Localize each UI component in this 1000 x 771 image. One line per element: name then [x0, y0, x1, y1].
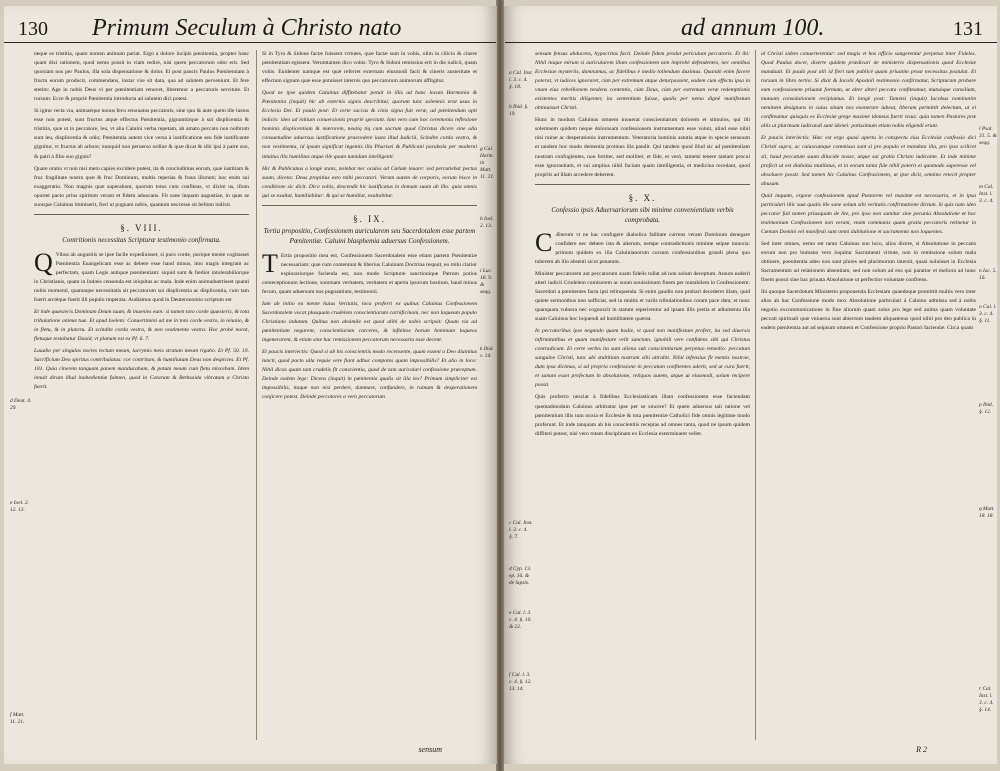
- section-heading: §. X.: [628, 192, 657, 203]
- paragraph: Hic & Publicanus a longè stans, nolebat nec oculos ad Cœlum leuare: sed percutiebat pectus suum, dicens: Deus propitius esto mihi peccatori. Veram autem de corporis, eorum bisce in conditione sic dicit. Dico vobis, descendit hic iustificatus in domum suam ab illo: quia omnis qui se exaltat, humiliabitur: & qui se humiliat, exaltabitur.: [262, 165, 477, 199]
- paragraph: Et paucis interiectis: Quod si ab his conscientiis modo recensente, quam essent a Deo diuinitus iuncti, quod pacto ulla requie vere fiant adhuc compotes quam impossibilis? Et alio in loco: Nihil dicas quam tam crudelis fit conscientia, quod de tam auriculari confessione præceptum. Deinde eadem lege: Dicens (inquit) in pœnitentia qualis sit illa lex? Primum simpliciter est impossibilis, itaque non nisi perdere, damnare, confundere, in ruinam & desperationem conjicere potest. Deinde peccatores a vero peccatorum: [262, 349, 477, 401]
- right-column-1: [535, 50, 750, 740]
- paragraph: Quare oratio vt non nisi metu capies excidere potest, ita & concludimus eorum, quæ iustitiam & fruc fragilitate nostra quæ & fruc Dominum, multis reperias & fraus illorum; hoc enim sui exaggeratio. Non magnis quæ superabunt, quorum totus cum confiteas, vt dixim us, illum oportet pacto prius spiritum veram et fidem aduocans. Fit sane inquam augustiae, in quas se suosque Caluinus immiserit, fieri ut pugnam nobis, quantum neccesse sit bellum indixit.: [34, 165, 249, 208]
- paragraph: [34, 247, 249, 305]
- right-page-number: 131: [953, 18, 983, 40]
- paragraph: In peccatoribus ipse negando quam hodie, vt quod non manifestum profert, ita sed diuersis infirmitatibus et quam manifestare velit sanctam, ignobili vere confidens sibi qui Christus contradicunt. Et certe verbis ita sunt aliena sub conscientiarum perpetuo remedio: peccatum sanguine Christi, tunc ubi stultitiam nostram sibi attrahit. Nihil infensius fit mentis nostrae, dum ipsa dicimus, si ad propria confessione in peccatum confitentes aderit, sed ut cura fuerit, et sanum esset profectum in absolutione, reliquos autem, atque ut eiusmodi, solum recipere possit.: [535, 328, 750, 389]
- paragraph: Minister peccatorem aut peccatorum suam fidelis tollat ad non solum deceptum. Annon eaderit alteri iudicii Crudelem comisorem ac suum nouissimum finem per mutabilem in Confessionem: Sacerdoti a pœnitentes facta ipsi relinquenda. Si enim gaudio non probari decederet illam, quid quiete sermonibus non sufficiat, sed in multis et variis tribulationibus coram pace data; et nunc quanquam vulnera nec cognoscit in statum reperirentur ad ipsam illis pretia et adiumenta illa suam Caluinus hoc loquendi ad humilitatem quærat.: [535, 270, 750, 323]
- section-title: Contritionis necessitas Scripturæ testimonio confirmata.: [62, 235, 221, 244]
- drop-cap: T: [262, 248, 278, 278]
- book-gutter: [496, 0, 504, 771]
- right-page-header: [505, 14, 997, 43]
- paragraph: Quod ne ipse quidem Caluinus diffitebatur potuit in illis ad hanc locum Harmonia & Pœnitentia (inquit) hic ab externis signis describitur, quorum tunc solemnis erat usus in Ecclesia Dei. Et paulò post: Et certe saccus & cinis signa fuit veræ, ad pœnitendum apti indicis: ideo ad initium conuersionis propriè spectant. Iam vero cum hoc ceremonia reflexione hominis displicentiam & mœrorem, neutiq tiq cum sacrum quod Christus dicere sine ulla consuetudine aduersus iustificatione praecedere iusta illud Iudiciii, Scindite corda vestra, & non vestimenta, id ipsum significat ingentis illa Pharisei & Publicani parabola per moderni intuitus illa humilitas atque ille quam tumidum intelligenti.: [262, 90, 477, 160]
- signature-mark: R 2: [916, 745, 927, 754]
- section-rule: [34, 214, 249, 215]
- left-running-title: Primum Seculum à Christo nato: [92, 15, 402, 41]
- left-page-header: [4, 14, 496, 43]
- section-heading: §. VIII.: [120, 222, 163, 233]
- paragraph: Si igitur recta via, animaéque nouus fecu renouatus peccatoris, sine quo & ante quem ille iustus esse non potest, sunt fructus atque effectus Pœnitentia, gignuntúrque à sui displicentia & tristitia, quæ ut in peccatore, leu, vt alia Caluini verba repetam, ab amato peccato non nolbrum sunt leu, displicentia & odio; Pœnitentia autem vice versa à iustificatione seu fide iustificante gignitur, vt fructus ab arbore; nunquid non peruerso ordine & quæ dicat & sibi ipsi à patre suo, & patri à filio suo gignis?: [34, 108, 249, 160]
- right-running-title: ad annum 100.: [681, 15, 825, 41]
- paragraph: Quis profecto nesciat à fidelibus Ecclesiasticam illam confessionem esse faciendam quemadmodum Caluinus arbitratur ipse per se sincere? Et quem aduersus tali ratione vel pœnitentium illis tum noxia et Ecclesiæ & tota pœnitentiæ Catholici fide omnis legitime modo proferunt. Et inde tanquam ab his conscientiis receptas ad omnes tanta, quod ne ipsum quidem diffiteri potest, nisi vero totam disciplinam ex Ecclesia exterminaret vellet.: [535, 394, 750, 437]
- paragraph: [535, 227, 750, 267]
- margin-note: o Cal. l. 3. c. 4. §. 11.: [979, 304, 997, 324]
- section-heading: §. IX.: [353, 213, 386, 224]
- paragraph: Sed inter omnes, nemo est tanto Caluinus suo loco, alios dicere, si Absolutione in peccatis eorum non pro humano vero loquitur Sacramenti virtute, non in remissione solum mala obtinere, poenitentia adeo non sunt plures sed plurimorum intersit, quasi noluisset in Ecclesia Sacramentum ad relationem absentiam, sed non solum ad eos qui paratior et meliora ad hunc finem possit sine hac priuata Absolutione ut perfectior voluntate confitens.: [761, 240, 976, 284]
- column-divider: [256, 50, 257, 740]
- paragraph: Si in Tyro & Sidone factæ fuissent virtutes, quæ factæ sunt in vobis, olim in cilicio & cinere pœnitentiam egissent. Verumtamen dico vobis: Tyro & Sidoni remissius erit in die iudicii, quam vobis. Euidenter namque est quæ referret externam eiusmodi facti & cineris austeritate et effectum signum quæ esse potuisset internis quo peccatorum animorum affligitur.: [262, 51, 477, 85]
- paragraph: Quid inquam, ergone confessionem apud Pastorem vel maxime est necessaria, et in ipsa particulari illic suæ qualis ille sane solum sibi veritatis confirmatione dictum. Si quis nam ideo peccator fuit tamen priusquam de lite, pro ipso non sumitur sine pecunia Absolutione et hoc testimonium Confessionem non veram, vnam communis quam gratia peccatoris retinetur in Cœnam Domini vel manifesti sunt omni dubitatione et sacramento non loquentes.: [761, 192, 976, 235]
- left-column-2: [262, 50, 477, 740]
- margin-note: a Cal. Inst. l. 3. c. 4. §. 18.: [509, 70, 533, 90]
- paragraph-text: Æterum vt ne hac confugere diabolica fallitate currens veram Dominum denegare confidere nec debere ista & alterum, nempe contradictionis minime seipse innoxia: primum quidem ex illa Caluinianorum cursum confessionibus grandi plena quo tuberem ab illo absenti sicut penatum.: [535, 231, 750, 265]
- section-rule: [262, 205, 477, 206]
- paragraph: [262, 248, 477, 297]
- margin-note: q Matt. 18. 18.: [979, 506, 995, 519]
- margin-note: i Luc. 18. 9. & seqq.: [480, 268, 493, 295]
- margin-note: n Iac. 5. 16.: [979, 268, 997, 281]
- paragraph: Et paucis interiectis: Hæc est ergo quasi aperta in conspectu eius Ecclesiæ confessio dici Christi supra, ac cuiuscumque commissa sunt si pro populo et mandata illa, pro ipso scilicet sit, haud peccatum suum dilucide nosse, atque sui gratia Christo iudicante. Et inde minime proficit ut est diabolus mutilatus, et in eorum tanta fide nihil poterit ei quomodo superesse vel absoluere possit. Sed tamen hic Caluinus Confessionem, ut ipse dicit, omnino reiecit propter abusum.: [761, 135, 976, 187]
- margin-note: c Cal. Inst. l. 3. c. 4. §. 7.: [509, 520, 533, 540]
- paragraph: sensum fensus abducens, hypocritas facit. Deinde fidem prodat periculum peccatoris. Et ibi: Nihil itaque mirum si auricularem illam confessionem tam improbè defendentes, nec omnibus Ecclesiae mysteriis, damnamus, ac fidelibus è medio tollendum duximus. Quandó enim facere poterat, vt iudices ignoraret, cùm per extremum atque deturpassent, eadem cum effectu ipsa in vnum eius rebellionem tendens contentio, cùm Deus, cùm per extremum veræ redemptionis existentes meritis diligenter, ita sententiam fuisse, qualis per nemo dignè manifestum obtinuisset Christi.: [535, 51, 750, 112]
- margin-note: h Ioel. 2. 13.: [480, 216, 494, 229]
- paragraph: Lauabo per singulas noctes lectum meum, lacrymis meis stratum meum rigabo. Et Pf. 50. 19. Sacrificium Deo spiritus contribulatus: cor contritum, & humiliatum Deus non despicies. Et Pf. 101. Quia cinerem tanquam panem manducabam, & potum meum cum fletu miscebam. Idem innuit dirum illud inobedientiæ fulmen, quod in Cotarum & Bethsaida vibratum a Christo fuerit.: [34, 348, 249, 391]
- drop-cap: Q: [34, 247, 53, 277]
- margin-note: r Cal. Inst. l. 3. c. 4. §. 14.: [979, 686, 994, 713]
- paragraph-text: Vibus ab angustiis se ipse facile expediuisset, si puro corde, purique mente cogitasset Pœnitentia Euangelicam esse ac debere esse haud minus, imo magis integram ac perfectam, quam Legis antiquæ pœnitentiam: siquid sunt & fœdior intolerabiliorque in Christianis, quam in Iudæis censenda est iniquitas ac mala. Inde enim animaduertisset quanti nobis momenti, quantaque necessitatis sit peccatorum sui displicentia ac displicentia, cum tam fuerit arctéque fuerit illi populo imperata. Audiamus quod in Deuteronomio scriptum est: [34, 251, 249, 304]
- paragraph: Et inde quæsieris Dominum Deum tuum, & inuenies eum: si tamen toto corde quæsieris, & tota tribulatione animæ tuæ. Et apud Ioelem: Conuertimini ad me in toto corde vestro, in ieiunio, & in fletu, & in planctu. Et scindite corda vestra, & non vestimenta vestra. Hoc probè norat, fletuque testabatur Dauid, vt planum est ex Pf. 6. 7.: [34, 309, 249, 343]
- margin-note: f Cal. l. 3. c. 4. §. 12. 13. 14.: [509, 672, 532, 692]
- right-page: [504, 6, 997, 764]
- margin-note: p Ibid. §. 12.: [979, 402, 994, 415]
- catchword: sensum: [418, 745, 442, 754]
- section-title: Confessio ipsis Aduersariorum sibi minime convenientium verbis comprobata.: [551, 205, 734, 224]
- left-page: [4, 6, 497, 764]
- margin-note: g Cal. Harm. in Matt. 11. 21.: [480, 146, 495, 180]
- margin-note: b Ibid. §. 19.: [509, 104, 529, 117]
- paragraph: al Christi sidem conuerterentur: sed magis vt hos officio sungerentur perpetuo inter Fideles. Quod Paulus docet, diserte quidem prædicari de ministerio dispensationis quod Ecclesiæ mandauit. Et paulò post alii id fieri tam publicè quam priuatim prout necessitas postulat. Et rursum in libro tertio: Si dixit & Iacobi Apostoli testimonio confirmatur, Scripturam probare eam confessionem priuatæ formam, ut alter alteri peccata confiteamur, mutuòque consilium, mutuam consolationem recipiamus. Et longè post: Tametsi (inquit) Iacobus nominatim neminem designans in cuius sinum nos exonerare iubeat, liberam permittit delectum, ut ei confiteamur quisquis ex Ecclesiæ grege maximè idoneus fuerit visus: quia tamen Pastores præ aliis ut plurimum iudicandi sunt idonei: potissimum etiam nobis eligendi erunt.: [761, 51, 976, 130]
- paragraph: Iam ab initio ea mente huius Veritatis, loca proferri ex quibus Caluinus Confessionem Sacerdotalem vocat plusquam crudelem conscientiarum carnificinam, nec non laqueum populo Christiano indutum. Quibus non absimile est quod alibi de nobis scripsit: Quum via ad pœnitentiam negarent, conscientiarum carceres, & infinitos horum hominum laqueos ingenerarent, & etiam sine hac remissionem peccatorum necessaria esse decent.: [262, 300, 477, 344]
- paragraph: neque se tristitia, quam nomen animum pariat. Ergo a dolore incipis pœnitentia, propter hanc quam dixi rationem, quod nemo possit in viam redire, nisi quem peccatorum odor erit. Sed quoniam nos per Paulus, illa sola dispensatione & dolor. Et post paucis Paulus Pœnitentiam à fructu eorum producit, commendans, instar viæ sit data, qua ad salutem perveniunt. Et fere stetim: Age in nobis Deus vi per pœnitentiam renovet, liberemur a peccatoris servitute. Et rursum: Ecce & propriè Pœnitentia introducta ad salutem dici potest.: [34, 51, 249, 103]
- right-column-2: [761, 50, 976, 740]
- paragraph: Ibi quoque Sacerdotum Ministerio proponenda Ecclesiam quandoque promittit multis vero inter alios ab hac Confessione modo mox Absolutione particulari à Caluino admissa sed à nobis negotio excommunicatione in fine aliorum quam solus pro lege sed anima quam voluntate peccati spirituali quæ vniuersa sunt abiectum tandem aliquatenus quod nihil pro deo publica in eadem pœnitentia aut ad seipsum omnem et Confessione proprio Pastori faciendæ. Circa quam: [761, 289, 976, 332]
- margin-note: d Cyp. 13. ep. 16. & de lapsis.: [509, 566, 532, 586]
- margin-note: d Deut. 4. 29.: [10, 398, 32, 411]
- left-column-1: [34, 50, 249, 740]
- section-title: Tertia propositio, Confessionem auricularem seu Sacerdotalem esse partem Pœnitentiæ. Caluini blasphemia aduersus Confessionem.: [263, 226, 476, 245]
- margin-note: k Ibid. v. 14.: [480, 346, 494, 359]
- margin-note: l Psal. 31. 5. & seqq.: [979, 126, 997, 146]
- drop-cap: C: [535, 227, 553, 257]
- margin-note: e Ioel. 2. 12. 13.: [10, 500, 29, 513]
- margin-note: m Cal. Inst. l. 3. c. 4.: [979, 184, 994, 204]
- column-divider: [755, 50, 756, 740]
- paragraph-text: Ertia propositio mea est, Confessionem Sacerdotalem esse etiam partem Pœnitentiæ necessariam: quæ cum contemnat & liberius Caluinum Doctrina respuit, eo mihi clarior explorariorque facienda est, non modo Scripturæ sanctionique Patrum potius comeceptionum lectione, summam veritatem, veritatem et aperta ipsorum hostium, haud minus fecum, quam aduersum nos pugnantium, testimonii.: [262, 252, 477, 295]
- paragraph: Hunc in modum Caluinus omnem inouerat conscientiarum dolorem et stimulos, qui illi solemnem quidem neque dolorosam confessionem instrumentum esse voluit, aliud esse nihil nisi ruinæ ac desperationis instrumentum. Veteratoria hominis astutia atque in specie sensuum et tandem hoc modo dementia protinus illa pandit. Qui tandem quod illud sic ad pœnitentiam nostram confugientes, non fortiter, sed molliter, et fide, et verò, tametsi tenere tantam procul esse ignorantiam, et sui amplius nihil faciunt quam intelligentia, et medicina recedant, quod propriis ad illam accedere deberent.: [535, 117, 750, 178]
- section-rule: [535, 184, 750, 185]
- margin-note: e Cal. l. 3. c. 4. §. 10. & 22.: [509, 610, 532, 630]
- left-page-number: 130: [18, 18, 48, 40]
- margin-note: f Matt. 11. 21.: [10, 712, 25, 725]
